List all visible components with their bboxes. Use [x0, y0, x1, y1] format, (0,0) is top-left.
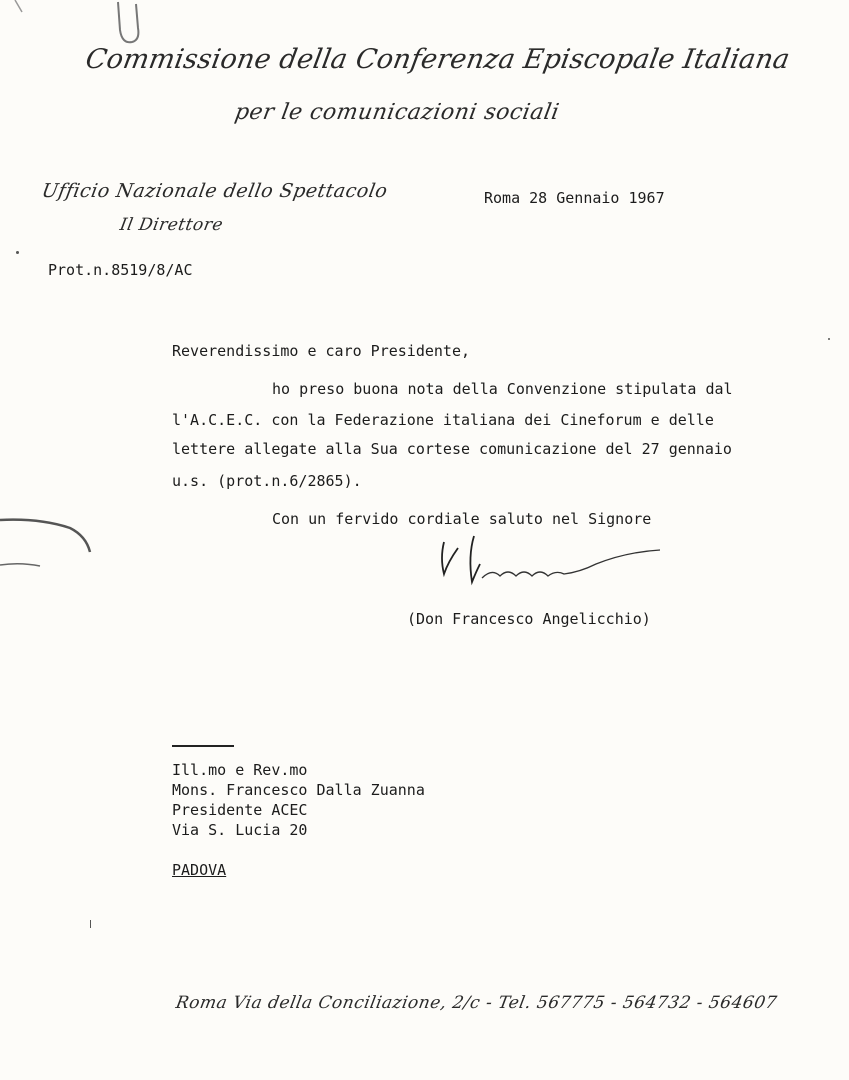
salutation: Reverendissimo e caro Presidente, [172, 342, 471, 360]
body-line-4: u.s. (prot.n.6/2865). [172, 472, 362, 490]
paper-clip-marks [0, 0, 160, 600]
paper-speck [828, 338, 830, 340]
closing-line: Con un fervido cordiale saluto nel Signore [272, 510, 652, 528]
body-line-3: lettere allegate alla Sua cortese comunicazione del 27 gennaio [172, 440, 732, 458]
paper-speck [90, 920, 91, 928]
recipient-line-4: Via S. Lucia 20 [172, 821, 308, 839]
recipient-city: PADOVA [172, 861, 227, 879]
address-separator-rule [172, 745, 234, 747]
office-role: Il Direttore [118, 215, 225, 235]
body-line-1: ho preso buona nota della Convenzione stipulata dal [272, 380, 733, 398]
handwritten-signature [430, 528, 670, 588]
body-line-2: l'A.C.E.C. con la Federazione italiana dei Cineforum e delle [172, 411, 714, 429]
office-name: Ufficio Nazionale dello Spettacolo [40, 180, 390, 202]
recipient-line-2: Mons. Francesco Dalla Zuanna [172, 781, 425, 799]
letterhead-footer: Roma Via della Conciliazione, 2/c - Tel. 567775 - 564732 - 564607 [174, 993, 779, 1013]
letter-date: Roma 28 Gennaio 1967 [484, 189, 665, 207]
letterhead-line-1: Commissione della Conferenza Episcopale Italiana [83, 44, 793, 75]
signatory-name: (Don Francesco Angelicchio) [407, 610, 651, 628]
protocol-number: Prot.n.8519/8/AC [48, 261, 193, 279]
letterhead-line-2: per le comunicazioni sociali [232, 100, 562, 125]
recipient-line-1: Ill.mo e Rev.mo [172, 761, 308, 779]
recipient-line-3: Presidente ACEC [172, 801, 308, 819]
paper-speck [16, 251, 19, 254]
